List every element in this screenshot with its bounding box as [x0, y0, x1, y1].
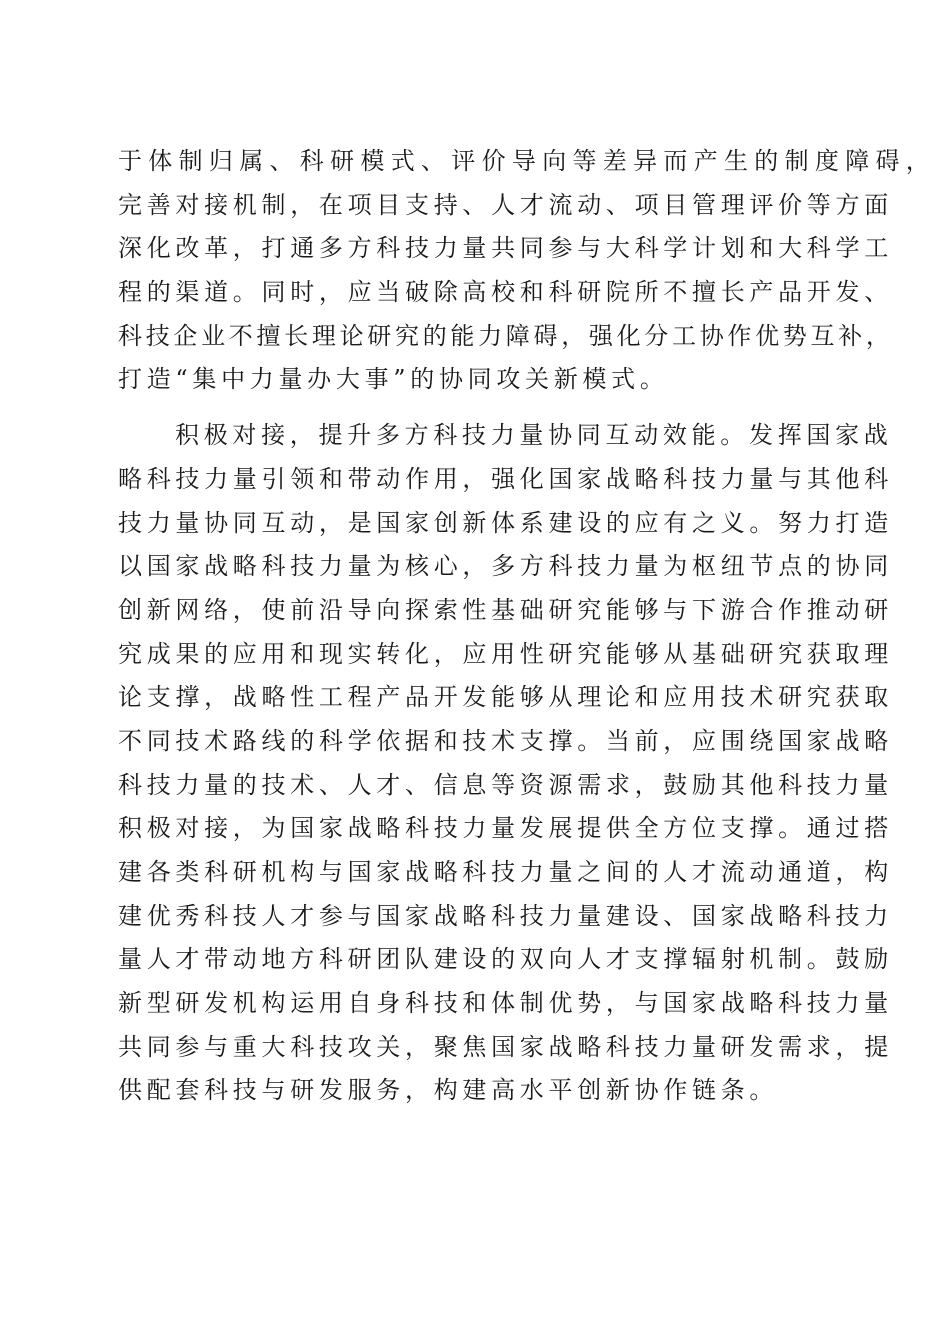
paragraph-line: 深化改革，打通多方科技力量共同参与大科学计划和大科学工	[118, 234, 893, 263]
paragraph-line: 究成果的应用和现实转化，应用性研究能够从基础研究获取理	[118, 639, 893, 668]
paragraph-line: 程的渠道。同时，应当破除高校和科研院所不擅长产品开发、	[118, 278, 893, 307]
paragraph-line: 于体制归属、科研模式、评价导向等差异而产生的制度障碍，	[118, 147, 937, 175]
paragraph-line: 略科技力量引领和带动作用，强化国家战略科技力量与其他科	[118, 464, 893, 493]
paragraph-line: 供配套科技与研发服务，构建高水平创新协作链条。	[118, 1076, 779, 1105]
paragraph-line: 科技企业不擅长理论研究的能力障碍，强化分工协作优势互补，	[118, 321, 894, 350]
paragraph-line: 以国家战略科技力量为核心，多方科技力量为枢纽节点的协同	[118, 552, 893, 581]
paragraph-line: 科技力量的技术、人才、信息等资源需求，鼓励其他科技力量	[118, 770, 893, 799]
paragraph-line: 积极对接，为国家战略科技力量发展提供全方位支撑。通过搭	[118, 814, 893, 843]
paragraph-line: 建各类科研机构与国家战略科技力量之间的人才流动通道，构	[118, 858, 893, 886]
paragraph-line: 技力量协同互动，是国家创新体系建设的应有之义。努力打造	[118, 508, 893, 537]
paragraph-line: 共同参与重大科技攻关，聚焦国家战略科技力量研发需求，提	[118, 1032, 893, 1061]
paragraph-line: 论支撑，战略性工程产品开发能够从理论和应用技术研究获取	[118, 683, 893, 712]
paragraph-gap	[118, 402, 838, 414]
paragraph-line: 新型研发机构运用自身科技和体制优势，与国家战略科技力量	[118, 989, 893, 1018]
document-body	[118, 140, 937, 1113]
paragraph-line: 打造“集中力量办大事”的协同攻关新模式。	[118, 365, 669, 394]
paragraph-line: 不同技术路线的科学依据和技术支撑。当前，应围绕国家战略	[118, 726, 893, 755]
paragraph-2	[118, 414, 893, 1113]
paragraph-line: 量人才带动地方科研团队建设的双向人才支撑辐射机制。鼓励	[118, 945, 893, 974]
paragraph-line: 完善对接机制，在项目支持、人才流动、项目管理评价等方面	[118, 190, 893, 219]
paragraph-line: 创新网络，使前沿导向探索性基础研究能够与下游合作推动研	[118, 595, 893, 624]
paragraph-line: 建优秀科技人才参与国家战略科技力量建设、国家战略科技力	[118, 901, 893, 930]
paragraph-line: 积极对接，提升多方科技力量协同互动效能。发挥国家战	[175, 421, 893, 450]
paragraph-1	[118, 140, 937, 402]
